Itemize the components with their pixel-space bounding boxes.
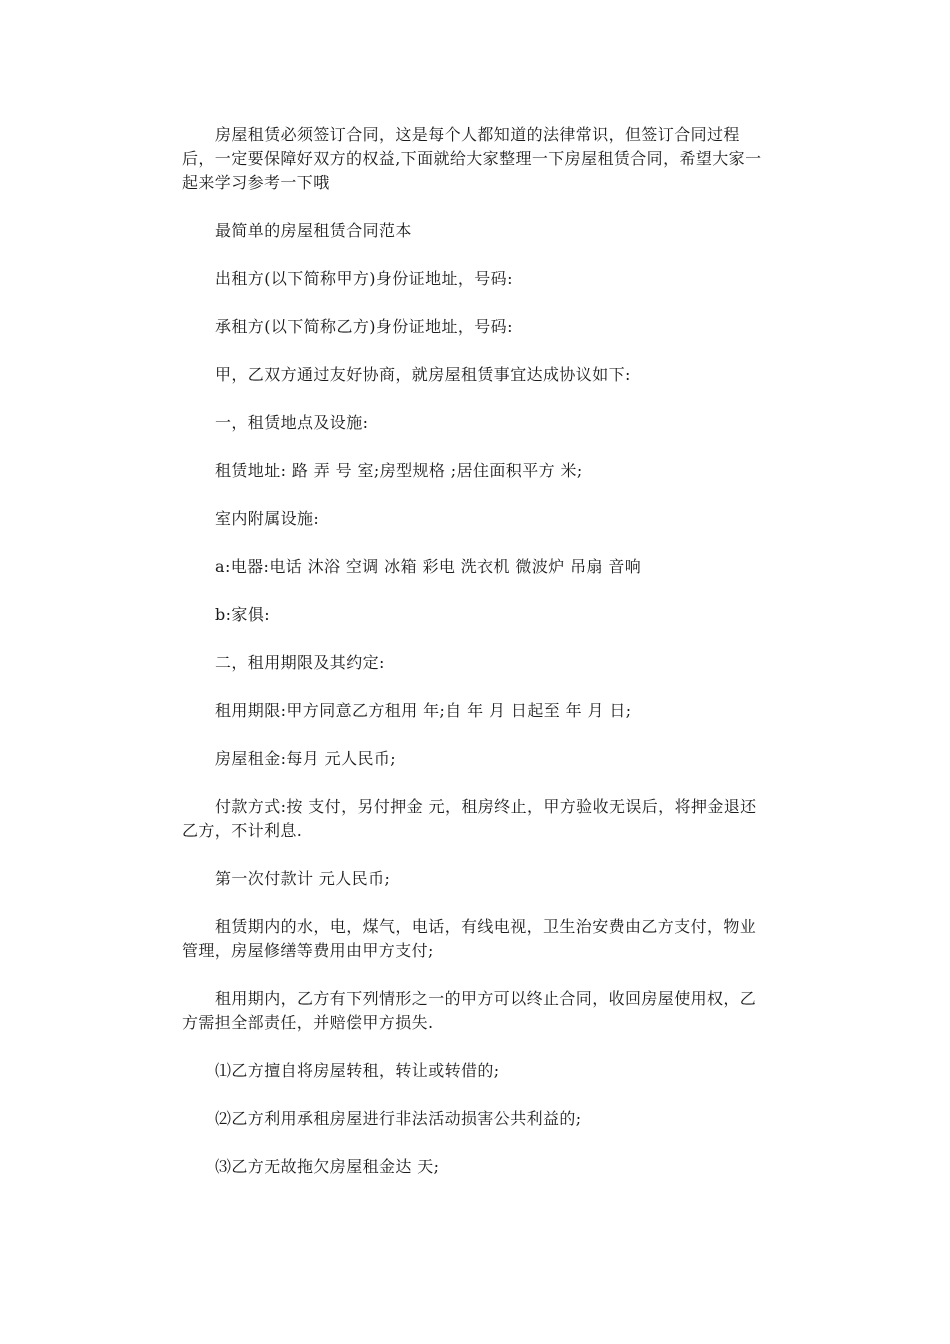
section-heading-term: 二，租用期限及其约定: (215, 653, 385, 672)
term-line: 租用期限:甲方同意乙方租用 年;自 年 月 日起至 年 月 日; (215, 701, 632, 720)
clause-item-1: ⑴乙方擅自将房屋转租，转让或转借的; (215, 1061, 500, 1080)
lessee-line: 承租方(以下简称乙方)身份证地址，号码: (215, 317, 513, 336)
appliances-line: a:电器:电话 沐浴 空调 冰箱 彩电 洗衣机 微波炉 吊扇 音响 (215, 557, 642, 576)
lessor-line: 出租方(以下简称甲方)身份证地址，号码: (215, 269, 513, 288)
rental-address-line: 租赁地址: 路 弄 号 室;房型规格 ;居住面积平方 米; (215, 461, 583, 480)
rent-line: 房屋租金:每月 元人民币; (215, 749, 397, 768)
utilities-paragraph: 租赁期内的水，电，煤气，电话，有线电视，卫生治安费由乙方支付，物业管理，房屋修缮等费用由甲方支付; (182, 917, 757, 960)
first-payment-line: 第一次付款计 元人民币; (215, 869, 391, 888)
payment-method-paragraph: 付款方式:按 支付，另付押金 元，租房终止，甲方验收无误后，将押金退还乙方，不计利息. (182, 797, 757, 840)
document-body (182, 123, 772, 1203)
agreement-intro: 甲，乙双方通过友好协商，就房屋租赁事宜达成协议如下: (215, 365, 631, 384)
furniture-line: b:家俱: (215, 605, 271, 624)
clause-item-3: ⑶乙方无故拖欠房屋租金达 天; (215, 1157, 440, 1176)
section-heading-location: 一，租赁地点及设施: (215, 413, 369, 432)
clause-item-2: ⑵乙方利用承租房屋进行非法活动损害公共利益的; (215, 1109, 582, 1128)
termination-paragraph: 租用期内，乙方有下列情形之一的甲方可以终止合同，收回房屋使用权，乙方需担全部责任，并赔偿甲方损失. (182, 989, 757, 1032)
intro-paragraph: 房屋租赁必须签订合同，这是每个人都知道的法律常识，但签订合同过程后，一定要保障好双方的权益,下面就给大家整理一下房屋租赁合同，希望大家一起来学习参考一下哦 (182, 125, 762, 192)
document-title: 最简单的房屋租赁合同范本 (215, 221, 412, 240)
facilities-heading: 室内附属设施: (215, 509, 320, 528)
